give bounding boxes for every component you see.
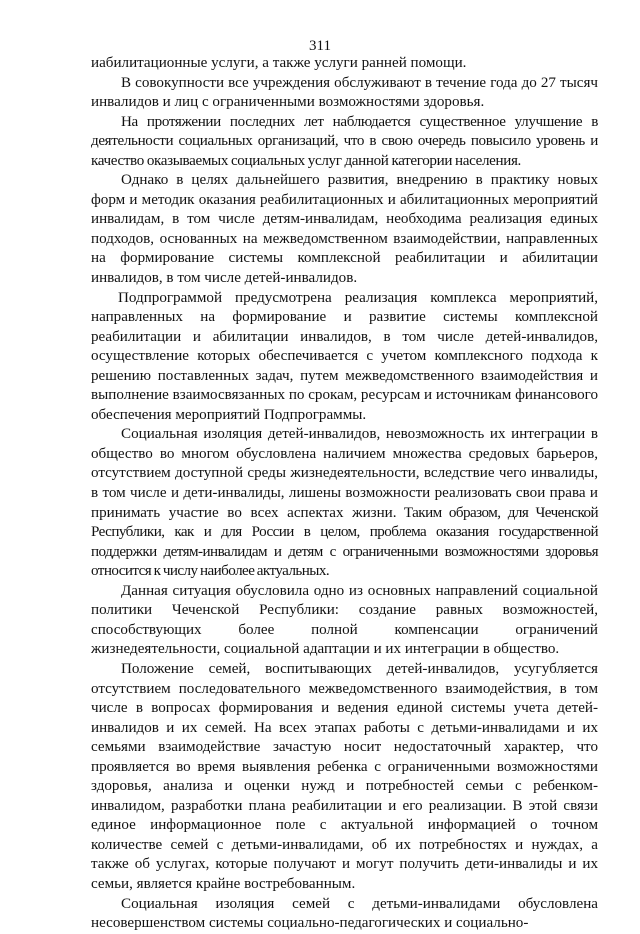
paragraph-development-goals: Однако в целях дальнейшего развития, внедрению в практику новых форм и методик оказания реабилитационных и абилитационных мероприятий инвалидам, в том числе детям-инвалидам, необходима реализация единых подходов, основанных на межведомственном взаимодействии, направленных на формирование системы комплексной реабилитации и абилитации инвалидов, в том числе детей-инвалидов. (91, 172, 598, 287)
document-body (91, 54, 598, 934)
paragraph-institutions-count: В совокупности все учреждения обслуживают в течение года до 27 тысяч инвалидов и лиц с ограниченными возможностями здоровья. (91, 74, 598, 111)
paragraph-continuation: иабилитационные услуги, а также услуги ранней помощи. (91, 55, 467, 71)
paragraph-social-isolation-children (91, 425, 598, 581)
paragraph-policy-direction: Данная ситуация обусловила одно из основных направлений социальной политики Чеченской Республики: создание равных возможностей, способствующих более полной компенсации ограничений жизнедеятельности, социальной адаптации и их интеграции в общество. (91, 582, 598, 658)
paragraph-social-isolation-part2: Таким образом, для Чеченской Республики, как и для России в целом, проблема оказания государственной поддержки детям-инвалидам и детям с ограниченными возможностями здоровья относится к числу наиболее актуальных. (91, 504, 598, 580)
paragraph-subprogram: Подпрограммой предусмотрена реализация комплекса мероприятий, направленных на формирование и развитие системы комплексной реабилитации и абилитации инвалидов, в том числе детей-инвалидов, осуществление которых обеспечивается с учетом комплексного подхода к решению поставленных задач, путем межведомственного взаимодействия и выполнение взаимосвязанных по срокам, ресурсам и источникам финансового обеспечения мероприятий Подпрограммы. (91, 289, 598, 423)
paragraph-families-isolation: Социальная изоляция семей с детьми-инвалидами обусловлена несовершенством системы социально-педагогических и социально- (91, 895, 598, 932)
page-number: 311 (309, 38, 331, 54)
paragraph-social-organizations: На протяжении последних лет наблюдается существенное улучшение в деятельности социальных организаций, что в свою очередь повысило уровень и качество оказываемых социальных услуг данной категории населения. (91, 113, 598, 169)
paragraph-social-isolation-part1: Социальная изоляция детей-инвалидов, невозможность их интеграции в общество во многом обусловлена наличием множества средовых барьеров, отсутствием доступной среды жизнедеятельности, вследствие чего инвалиды, в том числе и дети-инвалиды, лишены возможности реализовать свои права и принимать участие во всех аспектах жизни. (91, 426, 598, 521)
paragraph-families-situation: Положение семей, воспитывающих детей-инвалидов, усугубляется отсутствием последовательного межведомственного взаимодействия, в том числе в вопросах формирования и ведения единой системы учета детей-инвалидов и их семей. На всех этапах работы с детьми-инвалидами и их семьями взаимодействие зачастую носит недостаточный характер, что проявляется во время выявления ребенка с ограниченными возможностями здоровья, анализа и оценки нужд и потребностей семьи с ребенком-инвалидом, разработки плана реабилитации и его реализации. В этой связи единое информационное поле с актуальной информацией о точном количестве семей с детьми-инвалидами, об их потребностях и нуждах, а также об услугах, которые получают и могут получить дети-инвалиды и их семьи, является крайне востребованным. (91, 660, 598, 892)
